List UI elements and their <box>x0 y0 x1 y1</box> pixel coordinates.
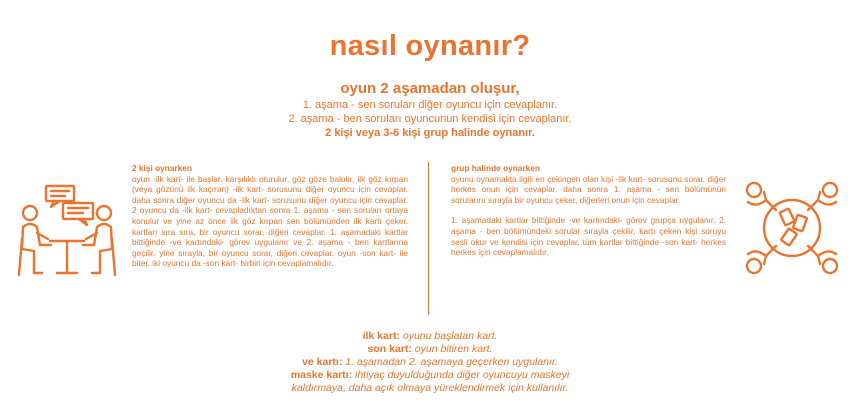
two-player-instructions <box>132 163 408 269</box>
legend-term: son kart: <box>367 343 412 355</box>
two-player-title: 2 kişi oynarken <box>132 163 192 173</box>
card-legend <box>0 330 860 395</box>
legend-term: ilk kart: <box>362 330 400 342</box>
intro-line-stage-1: 1. aşama - sen soruları diğer oyuncu için cevaplanır. <box>302 99 558 111</box>
intro-subtitle: oyun 2 aşamadan oluşur, <box>340 80 520 97</box>
legend-desc: oyun bitiren kart. <box>411 343 493 355</box>
legend-term: maske kartı: <box>290 369 353 381</box>
legend-term: ve kartı: <box>302 356 343 368</box>
intro-line-stage-2: 2. aşama - ben soruları oyuncunun kendisi için cevaplanır. <box>288 113 572 125</box>
column-divider <box>428 162 429 315</box>
group-instructions <box>451 163 726 258</box>
legend-row-mask-card <box>0 369 860 382</box>
legend-desc: kaldırmaya, daha açık olmaya yüreklendirmek için kullanılır. <box>291 382 569 394</box>
group-paragraph-2: 1. aşamadaki kartlar bittiğinde -ve kartındaki- görev grupça uygulanır. 2. aşama - ben bölümündeki sorular sırayla çekilir, kartı çeken kişi soruyu sesli okur ve kendisi için cevaplar. tüm kartlar bittiğinde -son kart- herkes herkes için cevaplamalıdır. <box>451 215 726 258</box>
legend-desc: oyunu başlatan kart. <box>399 330 498 342</box>
intro-line-players: 2 kişi veya 3-6 kişi grup halinde oynanır. <box>325 127 535 139</box>
two-people-table-icon <box>18 183 118 283</box>
group-title: grup halinde oynarken <box>451 163 540 173</box>
intro <box>0 80 860 140</box>
legend-row-last-card <box>0 343 860 356</box>
two-player-body: oyun -ilk kart- ile başlar. karşılıklı oturulur, göz göze bakılır, ilk göz kırpan (veya gözünü ilk kaçıran) -ilk kart- sorusunu diğer oyuncu için cevaplar. daha sonra diğer oyuncu da -ilk kart- sorusunu diğer oyuncu için cevaplar. 2 oyuncu da -ilk kart- cevapladıktan sonra 1. aşama - sen soruları ortaya konulur ve yine az önce ilk göz kırpan sen bölümünden ilk kartı çeker. kartları sıra sıra, bir oyuncu sorar, diğeri cevaplar. 1. aşamadaki kartlar bittiğinde -ve kartındaki- görev uygulanır ve 2. aşama - ben kartlarına geçilir. yine sırayla, bir oyuncu sorar, diğeri cevaplar. oyun -son kart- ile biter. iki oyuncu da -son kart- birbiri için cevaplamalıdır. <box>132 173 408 269</box>
legend-desc: 1. aşamadan 2. aşamaya geçerken uygulanır. <box>342 356 558 368</box>
legend-desc: ihtiyaç duyulduğunda diğer oyuncuyu maskeyi <box>352 369 570 381</box>
group-table-icon <box>742 178 842 278</box>
legend-row-mask-card-continued <box>0 382 860 395</box>
legend-row-first-card <box>0 330 860 343</box>
legend-row-and-card <box>0 356 860 369</box>
group-paragraph-1: oyunu oynamakta ilgili en çekingen olan kişi -ilk kart- sorusunu sorar, diğer herkes onun için cevaplar. daha sonra 1. aşama - sen bölümünün sorularını sırayla bir oyuncu çeker, diğerleri onun için cevaplar. <box>451 173 726 205</box>
page-title: nasıl oynanır? <box>329 30 531 62</box>
